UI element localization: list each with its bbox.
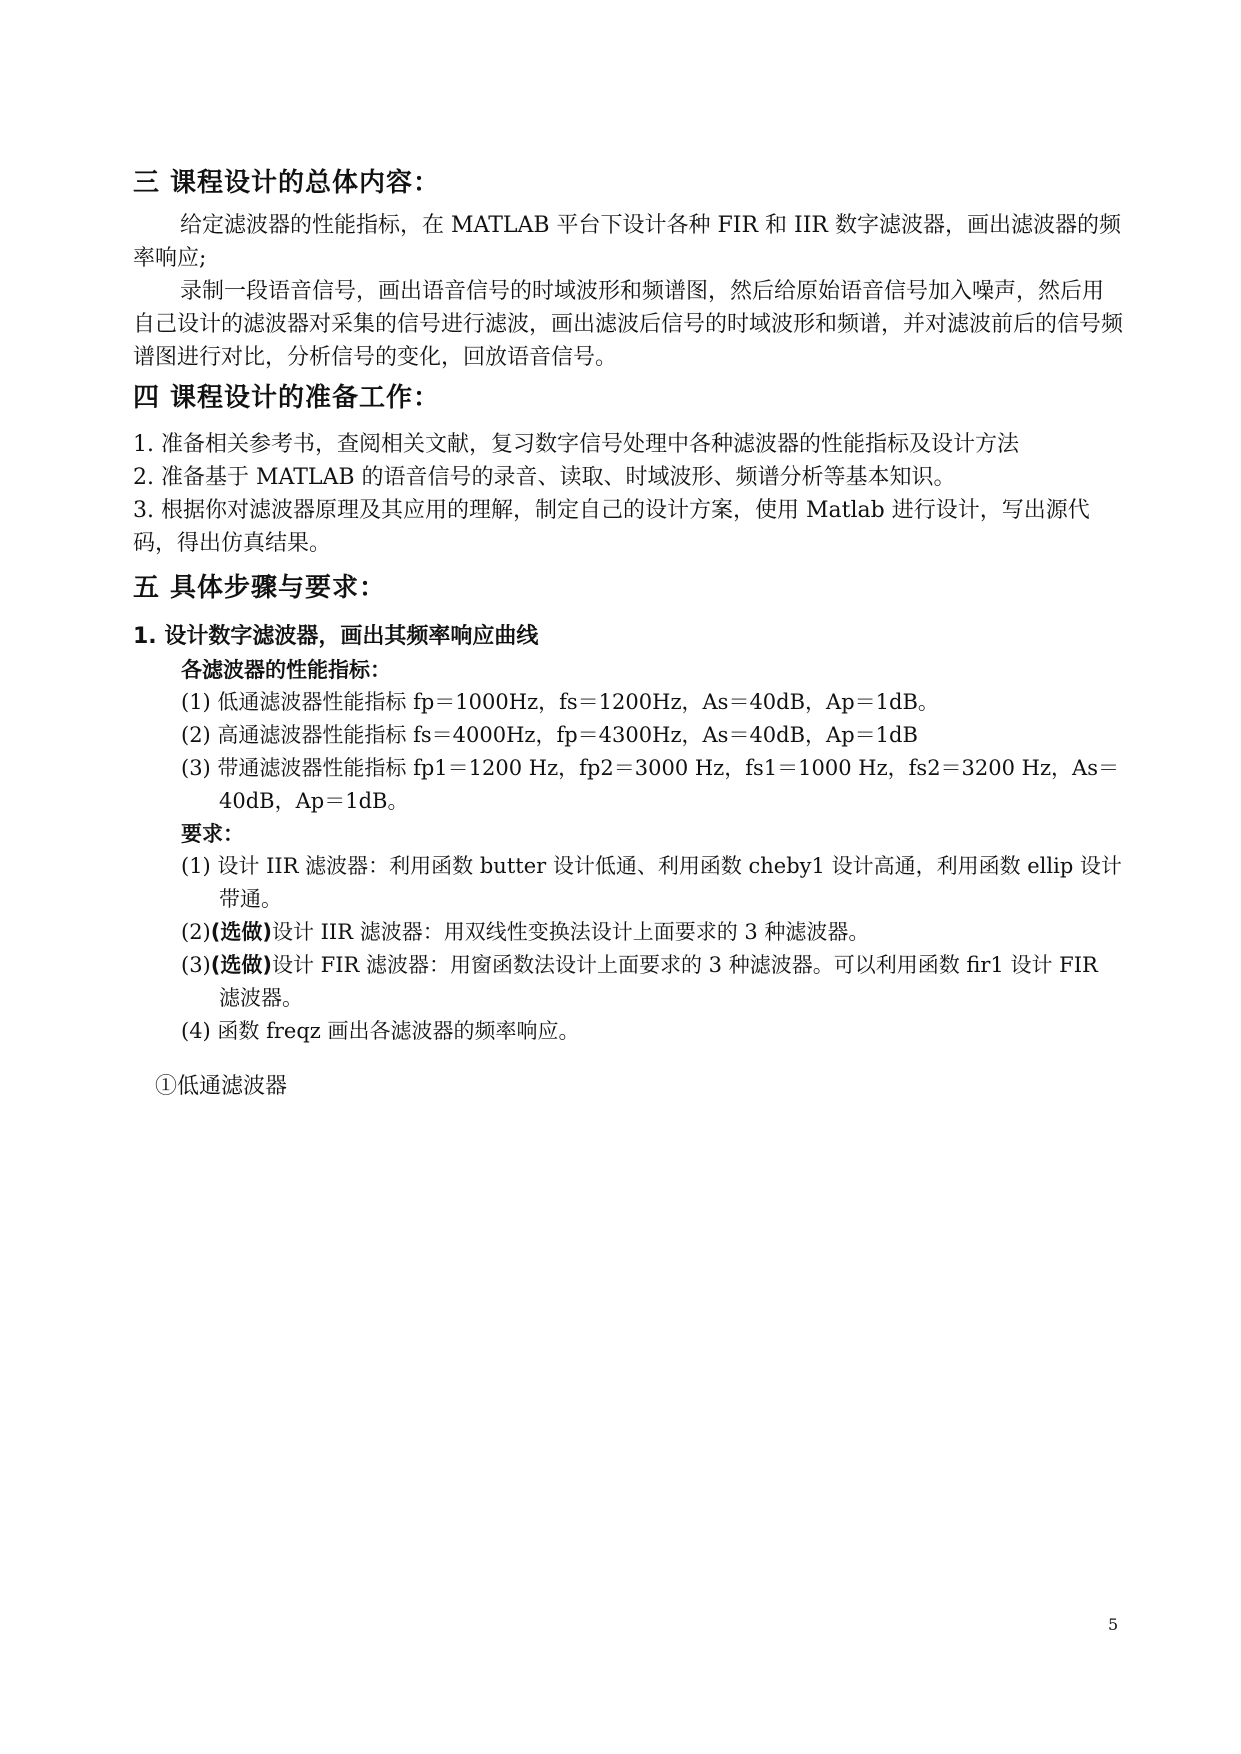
page-content bbox=[133, 165, 1123, 1103]
spec-highpass: (2) 高通滤波器性能指标 fs＝4000Hz，fp＝4300Hz，As＝40dB，Ap＝1dB bbox=[181, 723, 918, 747]
step-1-heading: 1. 设计数字滤波器，画出其频率响应曲线 bbox=[133, 624, 539, 649]
optional-label: (选做) bbox=[210, 953, 272, 977]
section-5-heading: 五 具体步骤与要求： bbox=[133, 573, 387, 603]
section-3-paragraph-2: 录制一段语音信号，画出语音信号的时域波形和频谱图，然后给原始语音信号加入噪声，然后用自己设计的滤波器对采集的信号进行滤波，画出滤波后信号的时域波形和频谱，并对滤波前后的信号频谱图进行对比，分析信号的变化，回放语音信号。 bbox=[133, 279, 1124, 370]
section-3-heading: 三 课程设计的总体内容： bbox=[133, 168, 441, 198]
requirement-4: (4) 函数 freqz 画出各滤波器的频率响应。 bbox=[181, 1019, 580, 1043]
requirement-2 bbox=[181, 916, 1123, 949]
page-number: 5 bbox=[1108, 1615, 1119, 1634]
lowpass-filter-label: ①低通滤波器 bbox=[155, 1074, 288, 1099]
optional-label: (选做) bbox=[210, 920, 272, 944]
section-4-heading: 四 课程设计的准备工作： bbox=[133, 383, 441, 413]
spec-bandpass: (3) 带通滤波器性能指标 fp1＝1200 Hz，fp2＝3000 Hz，fs1＝1000 Hz，fs2＝3200 Hz，As＝40dB，Ap＝1dB。 bbox=[181, 756, 1119, 813]
section-3-paragraph-1: 给定滤波器的性能指标，在 MATLAB 平台下设计各种 FIR 和 IIR 数字滤波器，画出滤波器的频率响应; bbox=[133, 213, 1121, 271]
requirements-subheading: 要求： bbox=[181, 822, 244, 846]
requirement-2-text: 设计 IIR 滤波器：用双线性变换法设计上面要求的 3 种滤波器。 bbox=[271, 920, 870, 944]
prep-item-2: 2. 准备基于 MATLAB 的语音信号的录音、读取、时域波形、频谱分析等基本知识。 bbox=[133, 465, 956, 490]
prep-item-3: 3. 根据你对滤波器原理及其应用的理解，制定自己的设计方案，使用 Matlab 进行设计，写出源代码，得出仿真结果。 bbox=[133, 498, 1090, 556]
spec-lowpass: (1) 低通滤波器性能指标 fp＝1000Hz，fs＝1200Hz，As＝40dB，Ap＝1dB。 bbox=[181, 690, 939, 714]
requirement-3-text: 设计 FIR 滤波器：用窗函数法设计上面要求的 3 种滤波器。可以利用函数 fir1 设计 FIR 滤波器。 bbox=[219, 953, 1098, 1010]
specs-subheading: 各滤波器的性能指标： bbox=[181, 658, 391, 682]
requirement-3-number: (3) bbox=[181, 953, 211, 977]
requirement-2-number: (2) bbox=[181, 920, 211, 944]
requirement-1: (1) 设计 IIR 滤波器：利用函数 butter 设计低通、利用函数 cheby1 设计高通，利用函数 ellip 设计带通。 bbox=[181, 854, 1122, 911]
requirement-3 bbox=[181, 949, 1123, 1015]
prep-item-1: 1. 准备相关参考书，查阅相关文献，复习数字信号处理中各种滤波器的性能指标及设计方法 bbox=[133, 432, 1019, 457]
